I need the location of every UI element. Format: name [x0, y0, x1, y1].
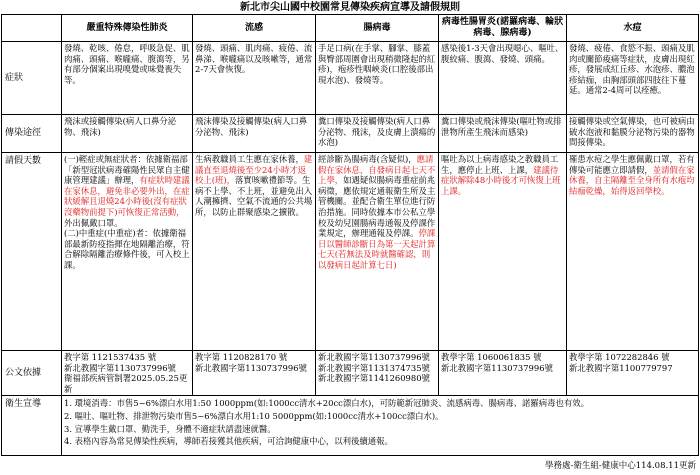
- leave-gastro-part1: 嘔吐為以上病毒感染之教職員工生，應停止上班、上課，: [441, 154, 559, 175]
- promo-item: 3. 宣導學生戴口罩、勤洗手，身體不適症狀請盡速就醫。: [64, 423, 276, 434]
- leave-chickenpox: [567, 153, 699, 351]
- row-transmission: [2, 115, 699, 153]
- doc-ref: 教字第 1120828170 號: [195, 352, 288, 362]
- header-gastroenteritis: 病毒性腸胃炎(諾羅病毒、輪狀病毒、腺病毒): [439, 15, 567, 42]
- leave-covid-part4: (二)中重症(中重症)者：依據衛福部最新防疫指揮在地隔離治療，符合解除隔離治療條件後，可入校上課。: [64, 228, 190, 270]
- transmission-enterovirus: 糞口傳染及接觸傳染(病人口鼻分泌物、飛沫，及皮膚上潰瘍的水泡): [316, 115, 439, 153]
- leave-gastroenteritis: [439, 153, 567, 351]
- row-leave: [2, 153, 699, 351]
- doc-ref: 新北教國字第1130737996號: [318, 352, 430, 362]
- row-docs: [2, 351, 699, 396]
- leave-flu-part2: 建議直至退燒後至少24小時才返校上(班)，: [195, 154, 313, 186]
- promo-notes: [62, 396, 699, 456]
- row-label-transmission: 傳染途徑: [2, 115, 62, 153]
- leave-enterovirus-part1: 經診斷為腸病毒(含疑似)，: [318, 154, 417, 164]
- docs-flu: [193, 351, 316, 396]
- docs-gastroenteritis: [439, 351, 567, 396]
- doc-ref: 新北教國字第1100779797: [569, 362, 673, 373]
- docs-enterovirus: [316, 351, 439, 396]
- leave-flu-part1: 生病教職員工生應在家休養，: [195, 154, 304, 164]
- transmission-flu: 飛沫傳染及接觸傳染(病人口鼻分泌物、飛沫): [193, 115, 316, 153]
- symptoms-gastroenteritis: 感染後1-3天會出現噁心、嘔吐、腹絞痛、腹瀉、發燒、頭痛。: [439, 42, 567, 115]
- header-chickenpox: 水痘: [567, 15, 699, 42]
- doc-ref: 新北教國字第1141260980號: [318, 373, 430, 384]
- disease-table: [1, 14, 699, 456]
- docs-covid: [62, 351, 193, 396]
- promo-item: 2. 嘔吐、嘔吐物、排泄物污染市售5~6%漂白水用1:10 5000ppm(如:1000cc清水+100cc漂白水)。: [64, 410, 444, 421]
- leave-flu-part3: 落實咳嗽禮節等。生病不上學、不上班，並避免出入人潮擁擠、空氣不流通的公共場所，以防止群聚感染之擴散。: [195, 175, 313, 217]
- doc-ref: 新北教國字第1130737996號: [64, 362, 176, 373]
- leave-covid-part1: (一)輕症或無症狀者：依據衛福部「新型冠狀病毒確陽性民眾自主健康管理建議」辦理，: [64, 154, 190, 186]
- header-enterovirus: 腸病毒: [316, 15, 439, 42]
- transmission-covid: 飛沫或接觸傳染(病人口鼻分泌物、飛沫): [62, 115, 193, 153]
- header-flu: 流感: [193, 15, 316, 42]
- leave-covid: [62, 153, 193, 351]
- symptoms-enterovirus: 手足口病(在手掌、腳掌、膝蓋與臀部周圍會出現稍微隆起的紅疹)，疱疹性咽峽炎(口腔後部出現水泡)、發燒等。: [316, 42, 439, 115]
- leave-flu: [193, 153, 316, 351]
- symptoms-covid: 發燒、乾咳、倦怠，呼吸急促、肌肉痛、頭痛、喉嚨痛、腹瀉等，另有部分個案出現嗅覺或味覺喪失等。: [62, 42, 193, 115]
- row-promo: [2, 396, 699, 456]
- update-footer: 學務處-衛生組-健康中心114.08.11更新: [544, 461, 696, 471]
- row-symptoms: [2, 42, 699, 115]
- document-title: 新北市尖山國中校園常見傳染疾病宣導及請假規則: [240, 2, 460, 13]
- row-label-leave: 請假天數: [2, 153, 62, 351]
- leave-covid-part2: 有症狀時建議在家休息，避免非必要外出，在症狀緩解且退燒24小時後(沒有症狀沒藥物前提下)可恢復正常活動，: [64, 175, 190, 217]
- row-label-symptoms: 症狀: [2, 42, 62, 115]
- transmission-gastroenteritis: 糞口傳染或飛沫傳染(嘔吐物或排泄物所產生飛沫而感染): [439, 115, 567, 153]
- header-row: [2, 15, 699, 42]
- leave-enterovirus-part3: 如遇疑似腸病毒重症前兆病徵，應依規定通報衛生所及主管機關。並配合衛生單位進行防治措施。同時依據本市公私立學校及幼兒園腸病毒通報及停課作業規定，辦理通報及停課。: [318, 175, 436, 239]
- promo-item: 4. 表格內容為常見傳染性疾病，導師若接獲其他疾病，可洽詢健康中心，以利後續通報。: [64, 436, 393, 447]
- row-label-docs: 公文依據: [2, 351, 62, 396]
- symptoms-chickenpox: 發燒、疲倦、食慾不振、頭痛及肌肉或關節痠痛等症狀，皮膚出現紅疹，發展成紅丘疹、水泡疹、膿泡疹結痂，由胸部頭部四肢往下蔓延。通常2-4周可以痊癒。: [567, 42, 699, 115]
- doc-ref: 教學字第 1060061835 號: [441, 352, 542, 362]
- promo-item: 1. 環境消毒：市售5~6%漂白水用1:50 1000ppm(如:1000cc清水+20cc漂白水)，可防範新冠肺炎、流感病毒、腸病毒、諾羅病毒也有效。: [64, 398, 589, 409]
- doc-ref: 新北教國字第1130737996號: [441, 362, 553, 373]
- doc-ref: 衛福部疾病管制署2025.05.25更新: [64, 373, 188, 394]
- docs-chickenpox: [567, 351, 699, 396]
- leave-enterovirus: [316, 153, 439, 351]
- leave-gastro-part2: 建議待症狀解除48小時後才可恢復上班上課。: [441, 164, 561, 196]
- doc-ref: 新北教國字第1130737996號: [195, 362, 307, 373]
- symptoms-flu: 發燒、頭痛、肌肉痛、疲倦、流鼻涕、喉嚨痛以及咳嗽等，通常2-7天會恢復。: [193, 42, 316, 115]
- leave-chickenpox-part1: 罹患水痘之學生應佩戴口罩，若有傳染可能應立即請假，: [569, 154, 695, 175]
- doc-ref: 教學字第 1072282846 號: [569, 352, 670, 362]
- leave-covid-part3: 外出佩戴口罩。: [64, 217, 123, 228]
- transmission-chickenpox: 接觸傳染或空氣傳染，也可被病由破水泡液和黏膜分泌物污染的器物間接傳染。: [567, 115, 699, 153]
- header-covid: 嚴重特殊傳染性肺炎: [62, 15, 193, 42]
- leave-enterovirus-part2: 應請假在家休息，自發病日起七天不上學，: [318, 154, 436, 186]
- doc-ref: 教字第 1121537435 號: [64, 352, 157, 362]
- row-label-promo: 衛生宣導: [2, 396, 62, 456]
- corner-cell: [2, 15, 62, 42]
- leave-chickenpox-part2: 並請假在家休養，自主隔離至全身所有水疱均結痂乾燥，始得返回學校。: [569, 164, 695, 196]
- leave-enterovirus-part4: 停課日以醫師診斷日為第一天起計算七天(若無法及時就醫確認，則以發病日起計算七日): [318, 228, 436, 270]
- doc-ref: 新北教國字第1131374735號: [318, 362, 430, 373]
